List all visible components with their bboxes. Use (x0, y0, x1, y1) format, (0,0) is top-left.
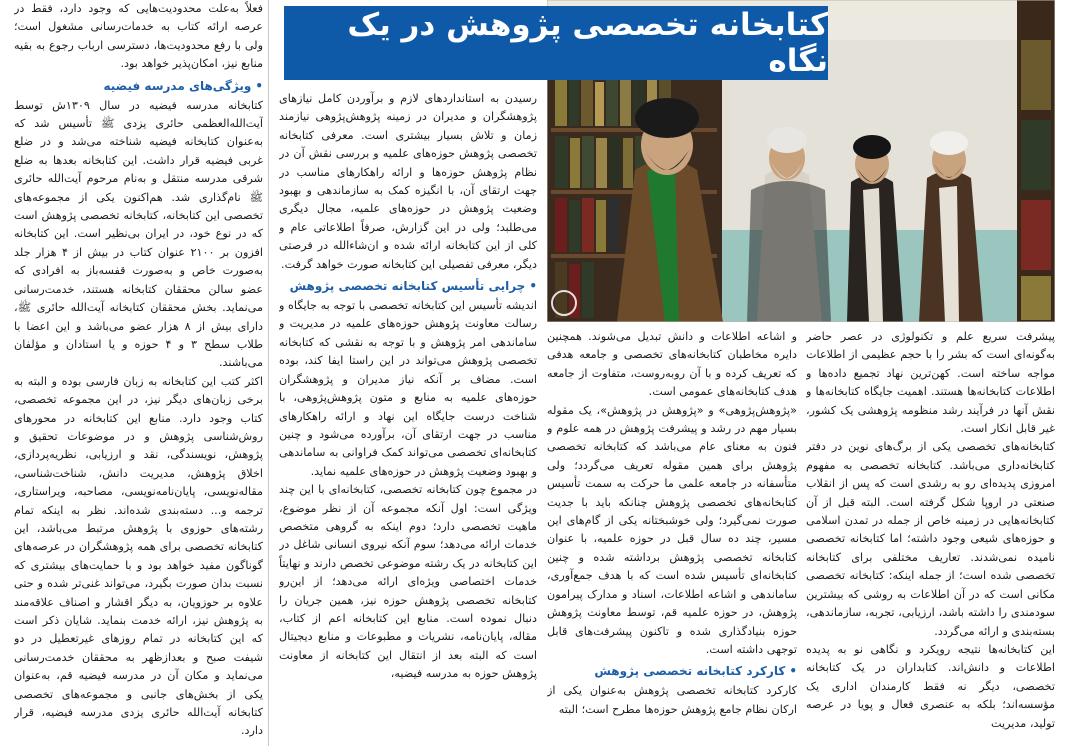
column-left (14, 0, 263, 746)
page-title: کتابخانه تخصصی پژوهش در یک نگاه (284, 6, 828, 80)
bullet-icon: • (789, 664, 797, 679)
bookshelf-right (1021, 40, 1051, 320)
column-mid-left-paragraph-3: در مجموع چون کتابخانه تخصصی، کتابخانه‌ای با این چند ویژگی است: اول آنکه مجموعه آن از نظر موضوع، ماهیت تخصصی دارد؛ دوم اینکه به گروهی متخصص خدمات ارائه می‌دهد؛ سوم آنکه نیروی انسانی شاغل در این کتابخانه در یک رشته موضوعی تخصص دارند و نهایتاً خدمات اختصاصی ویژه‌ای ارائه می‌دهد؛ از این‌رو کتابخانه تخصصی پژوهش حوزه نیز، همین جریان را دنبال نموده است. منابع این کتابخانه اعم از کتاب، مقاله، پایان‌نامه، نشریات و مطبوعات و منابع دیجیتال است که البته بعد از انتقال این کتابخانه از معاونت پژوهش حوزه به مدرسه فیضیه، (279, 483, 537, 681)
column-right-paragraph-2: کتابخانه‌های تخصصی یکی از برگ‌های نوین در دفتر کتابخانه‌داری می‌باشد. کتابخانه تخصصی به مفهوم امروزی پدیده‌ای رو به رشدی است که پس از انقلاب صنعتی در اروپا شکل گرفته است. البته قبل از آن کتابخانه‌هایی در زمینه خاص از جمله در تمدن اسلامی و حوزه‌های شیعی وجود داشته؛ اما کتابخانه تخصصی نامیده نمی‌شدند. تعاریف مختلفی برای کتابخانه تخصصی شده است؛ از جمله اینکه: کتابخانه تخصصی مکانی است که در آن اطلاعات به روشی که بیشترین سودمندی را داشته باشد، ارزیابی، تجربه، سازماندهی، بسته‌بندی و ارائه می‌گردد. (806, 440, 1055, 638)
bullet-icon: • (255, 78, 263, 93)
column-right (806, 328, 1055, 746)
column-left-paragraph-2: اکثر کتب این کتابخانه به زبان فارسی بوده و البته به برخی زبان‌های دیگر نیز، در این مجموعه تخصصی، کتاب وجود دارد. منابع این کتابخانه در محورهای روش‌شناسی پژوهش و در موضوعات تحقیق و پژوهش، نویسندگی، نقد و ارزیابی، نظریه‌پردازی، اخلاق پژوهش، مدیریت دانش، شناخت‌شناسی، مقاله‌نویسی، پایان‌نامه‌نویسی، مصاحبه، ویراستاری، ترجمه و... دسته‌بندی شده‌اند. نظر به اینکه تمام رشته‌های حوزوی با پژوهش مرتبط می‌باشد، این کتابخانه تخصصی برای همه پژوهشگران در عرصه‌های گوناگون مفید خواهد بود و با حمایت‌های بیشتری که نسبت بدان صورت بگیرد، می‌تواند غنی‌تر شده و حتی علاوه بر حوزویان، به دیگر اقشار و اصناف علاقه‌مند به پژوهش نیز، ارائه خدمت بنماید. شایان ذکر است که این کتابخانه در تمام روزهای غیرتعطیل در دو شیفت صبح و بعدازظهر به محققان خدمت‌رسانی می‌نماید و مکان آن در مدرسه فیضیه قم، به‌عنوان یکی از بخش‌های جانبی و مجموعه‌های تخصصی کتابخانه آیت‌الله حائری یزدی مدرسه فیضیه، قرار دارد. (14, 374, 263, 738)
column-mid-right-paragraph-3: کارکرد کتابخانه تخصصی پژوهش به‌عنوان یکی از ارکان نظام جامع پژوهش حوزه‌ها مطرح است؛ البته (547, 684, 797, 716)
watermark-logo (551, 290, 577, 316)
column-left-intro: فعلاً به‌علت محدودیت‌هایی که وجود دارد، فقط در عرصه ارائه کتاب به خدمات‌رسانی مشغول است؛ ولی با رفع محدودیت‌ها، دسترسی ارباب رجوع به بقیه منابع نیز، امکان‌پذیر خواهد بود. (14, 2, 263, 71)
column-mid-left-paragraph-2: اندیشه تأسیس این کتابخانه تخصصی با توجه به جایگاه و رسالت معاونت پژوهش حوزه‌های علمیه در مدیریت و ساماندهی امر پژوهش و با توجه به نقشی که کتابخانه تخصصی پژوهش می‌تواند در این راستا ایفا کند، بوده است. مضاف بر آنکه نیاز مدیران و پژوهشگران حوزه‌های علمیه به منابع و متون پژوهش‌پژوهی، با شناخت درست جایگاه این نهاد و ارائه راهکارهای مناسب در جهت ارتقای آن، برآورده می‌شود و چنین کتابخانه‌ای تخصصی می‌تواند کمک فراوانی به ساماندهی و بهبود وضعیت پژوهش در حوزه‌های علمیه نماید. (279, 299, 537, 478)
section-heading-why-founded: •چرایی تأسیس کتابخانه تخصصی پژوهش (289, 279, 537, 294)
section-heading-faiziyeh: •ویژگی‌های مدرسه فیضیه (103, 78, 263, 93)
section-heading-function: •کارکرد کتابخانه تخصصی پژوهش (594, 664, 797, 679)
column-mid-left (279, 90, 537, 746)
column-left-paragraph-1: کتابخانه مدرسه فیضیه در سال ۱۳۰۹ش توسط آیت‌الله‌العظمی حائری یزدی ﷺ تأسیس شد که به‌عنوان کتابخانه فیضیه شناخته می‌شد و در ضلع غربی فیضیه قرار داشت. این کتابخانه بعدها به ضلع شرقی مدرسه منتقل و به‌نام مرحوم آیت‌الله حائری ﷺ نام‌گذاری شد. هم‌اکنون یکی از مجموعه‌های تخصصی این کتابخانه، کتابخانه تخصصی پژوهش است که در نوع خود، در ایران بی‌نظیر است. این کتابخانه افزون بر ۲۱۰۰ عنوان کتاب در بیش از ۴ هزار جلد به‌صورت خاص و به‌صورت قفسه‌باز به افرادی که عضو سالن محققان کتابخانه هستند، خدمت‌رسانی می‌نماید. بخش محققان کتابخانه آیت‌الله حائری ﷺ، دارای بیش از ۸ هزار عضو می‌باشد و این اعضا با طلاب سطح ۳ و ۴ حوزه و یا استادان و مؤلفان می‌باشند. (14, 98, 263, 370)
column-mid-left-paragraph-1: رسیدن به استانداردهای لازم و برآوردن کامل نیازهای پژوهشگران و مدیران در زمینه پژوهش‌پژوهی نیازمند زمان و تلاش بسیار بیشتری است. معرفی کتابخانه تخصصی پژوهش حوزه‌های علمیه و بررسی نقش آن در نظام پژوهش حوزه‌ها و ارائه راهکارهای مناسب در جهت ارتقای آن، با انگیزه کمک به سازماندهی و بهبود وضعیت پژوهش در حوزه‌های علمیه، مجال دیگری می‌طلبد؛ ولی در این گزارش، صرفاً اطلاعاتی عام و کلی از این کتابخانه ارائه شده و ان‌شاءالله در فرصتی دیگر، معرفی تفصیلی این کتابخانه صورت خواهد گرفت. (279, 92, 537, 271)
bullet-icon: • (529, 279, 537, 294)
column-mid-right-paragraph-1: و اشاعه اطلاعات و دانش تبدیل می‌شوند. همچنین دایره مخاطبان کتابخانه‌های تخصصی و جامعه هدفی که تعریف کرده و با آن روبه‌روست، متفاوت از جامعه هدف کتابخانه‌های عمومی است. (547, 330, 797, 399)
column-mid-right-paragraph-2: «پژوهش‌پژوهی» و «پژوهش در پژوهش»، یک مقوله بسیار مهم در رشد و پیشرفت پژوهش در همه علوم و فنون به معنای عام می‌باشد که کتابخانه تخصصی پژوهش برای همین مقوله تعریف می‌گردد؛ ولی متأسفانه در جامعه علمی ما حرکت به سمت تأسیس کتابخانه‌های تخصصی پژوهش چنانکه باید با جدیت صورت نمی‌گیرد؛ ولی خوشبختانه یکی از گام‌های این مسیر، چند ده سال قبل در حوزه علمیه، با عنوان کتابخانه تخصصی پژوهش برداشته شده و چنین کتابخانه‌ای تأسیس شده است که با هدف جمع‌آوری، ساماندهی و اشاعه اطلاعات، اسناد و مدارک پیرامون پژوهش، در حوزه علمیه قم، توسط معاونت پژوهش حوزه بنیادگذاری شده و تاکنون پیشرفت‌های قابل توجهی داشته است. (547, 403, 797, 656)
column-divider (268, 0, 269, 746)
column-right-paragraph-3: این کتابخانه‌ها نتیجه رویکرد و نگاهی نو به پدیده اطلاعات و دانش‌اند. کتابداران در یک کتابخانه تخصصی، دیگر نه فقط کارمندان اداری یک مؤسسه‌اند؛ بلکه به عنصری فعال و پویا در عرصه تولید، مدیریت (806, 642, 1055, 730)
column-right-paragraph-1: پیشرفت سریع علم و تکنولوژی در عصر حاضر به‌گونه‌ای است که بشر را با حجم عظیمی از اطلاعات مواجه ساخته است. کهن‌ترین نهاد تجمیع داده‌ها و اطلاعات کتابخانه‌ها هستند. اهمیت جایگاه کتابخانه‌ها و نقش آنها در فرآیند رشد منظومه پژوهشی یک کشور، غیر قابل انکار است. (806, 330, 1055, 436)
column-mid-right (547, 328, 797, 746)
